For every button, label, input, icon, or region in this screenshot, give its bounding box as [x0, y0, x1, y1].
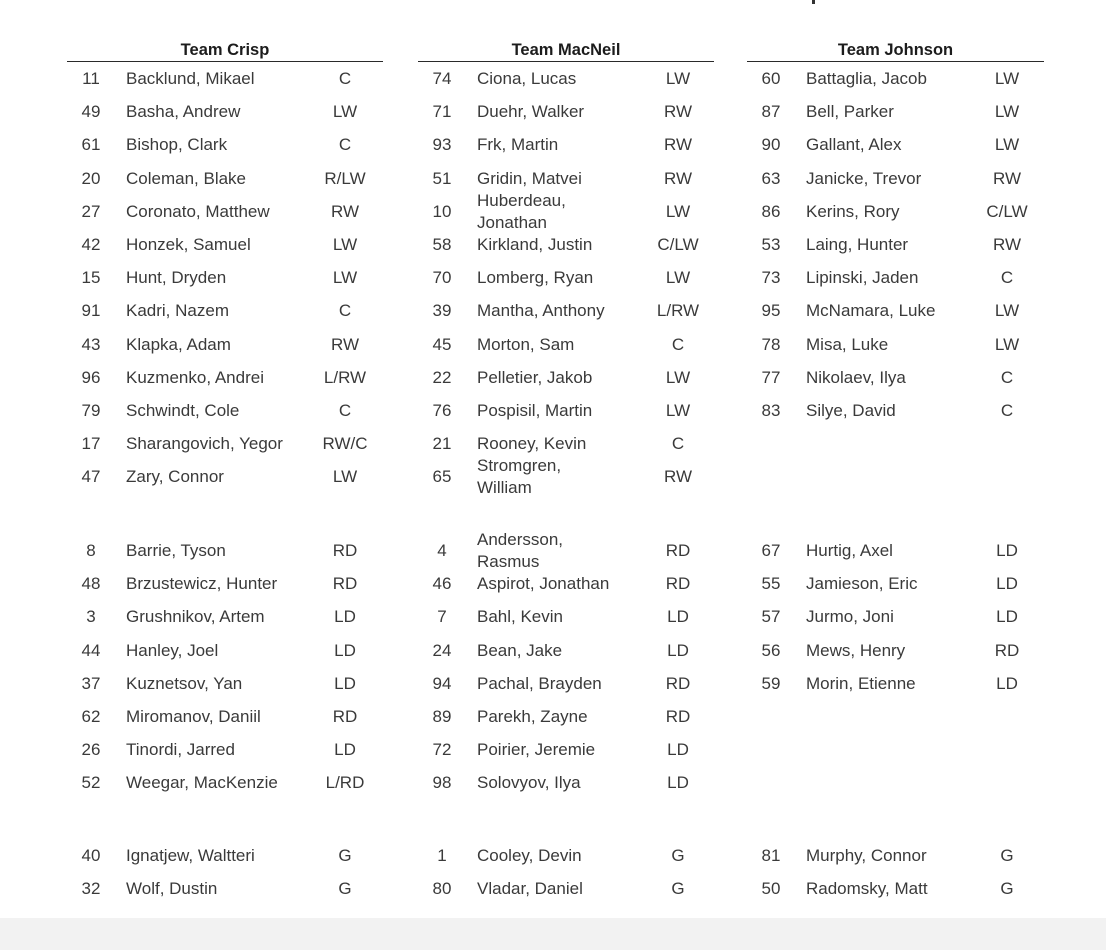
player-position: C [1000, 401, 1014, 420]
player-name: Bean, Jake [477, 640, 563, 660]
player-position: LD [334, 673, 356, 693]
team-title: Team MacNeil [418, 40, 714, 62]
player-position: LW [665, 401, 691, 420]
jersey-number: 27 [81, 201, 101, 221]
team-johnson-roster [747, 40, 1044, 899]
jersey-number: 15 [81, 268, 101, 288]
team-title: Team Crisp [67, 40, 383, 62]
player-position: LD [667, 773, 689, 793]
jersey-number: 81 [761, 846, 781, 865]
jersey-number: 71 [432, 102, 452, 122]
player-name: Murphy, Connor [806, 846, 927, 865]
jersey-number: 73 [761, 268, 781, 288]
jersey-number: 77 [761, 367, 781, 387]
player-name: Ciona, Lucas [477, 69, 577, 88]
player-position: RD [665, 574, 691, 594]
jersey-number: 46 [432, 574, 452, 594]
player-name: Bishop, Clark [126, 135, 228, 155]
jersey-number: 76 [432, 401, 452, 420]
player-position: LD [667, 740, 689, 760]
player-name: Battaglia, Jacob [806, 69, 927, 88]
jersey-number: 57 [761, 607, 781, 627]
player-name: Pachal, Brayden [477, 673, 602, 693]
jersey-number: 72 [432, 740, 452, 760]
team-title: Team Johnson [747, 40, 1044, 62]
player-position: RD [332, 707, 358, 726]
player-name: Jamieson, Eric [806, 574, 918, 594]
jersey-number: 86 [761, 201, 781, 221]
jersey-number: 24 [432, 640, 452, 660]
player-name: Klapka, Adam [126, 334, 231, 354]
top-edge-mark [812, 0, 815, 4]
player-position: LW [994, 301, 1020, 321]
player-position: LW [994, 69, 1020, 88]
player-name: Huberdeau, Jonathan [477, 190, 566, 232]
player-position: RW [992, 168, 1021, 188]
jersey-number: 61 [81, 135, 101, 155]
player-position: LD [667, 607, 689, 627]
player-name: Poirier, Jeremie [477, 740, 596, 760]
player-name: Parekh, Zayne [477, 707, 588, 726]
player-position: RW [663, 135, 692, 155]
player-name: Honzek, Samuel [126, 235, 251, 254]
player-position: RD [665, 707, 691, 726]
player-name: Sharangovich, Yegor [126, 434, 283, 454]
jersey-number: 96 [81, 367, 101, 387]
player-name: Lipinski, Jaden [806, 268, 919, 288]
jersey-number: 91 [81, 301, 101, 321]
player-position: RW [663, 467, 692, 487]
jersey-number: 3 [86, 607, 96, 627]
player-name: Kerins, Rory [806, 201, 900, 221]
jersey-number: 7 [437, 607, 447, 627]
jersey-number: 60 [761, 69, 781, 88]
player-name: Tinordi, Jarred [126, 740, 235, 760]
jersey-number: 21 [432, 434, 452, 454]
player-position: LW [994, 334, 1020, 354]
jersey-number: 53 [761, 235, 781, 254]
player-name: Cooley, Devin [477, 846, 582, 865]
jersey-number: 94 [432, 673, 452, 693]
jersey-number: 42 [81, 235, 101, 254]
player-name: Bell, Parker [806, 102, 894, 122]
player-name: Stromgren, William [477, 456, 562, 498]
jersey-number: 89 [432, 707, 452, 726]
player-name: Solovyov, Ilya [477, 773, 581, 793]
player-position: G [1000, 879, 1014, 899]
jersey-number: 43 [81, 334, 101, 354]
jersey-number: 59 [761, 673, 781, 693]
player-name: Kirkland, Justin [477, 235, 593, 254]
player-name: Miromanov, Daniil [126, 707, 261, 726]
player-name: Aspirot, Jonathan [477, 574, 610, 594]
player-name: Morton, Sam [477, 334, 575, 354]
player-position: G [338, 846, 352, 865]
player-name: Mantha, Anthony [477, 301, 605, 321]
player-position: LD [996, 607, 1018, 627]
player-position: LD [334, 640, 356, 660]
jersey-number: 80 [432, 879, 452, 899]
jersey-number: 47 [81, 467, 101, 487]
jersey-number: 40 [81, 846, 101, 865]
jersey-number: 37 [81, 673, 101, 693]
player-name: Pelletier, Jakob [477, 367, 593, 387]
player-name: Andersson, Rasmus [477, 530, 563, 571]
player-name: Gridin, Matvei [477, 168, 582, 188]
player-position: RD [332, 574, 358, 594]
jersey-number: 58 [432, 235, 452, 254]
player-position: LW [994, 102, 1020, 122]
player-position: RW/C [322, 434, 368, 454]
player-name: Duehr, Walker [477, 102, 585, 122]
player-name: Coleman, Blake [126, 168, 247, 188]
jersey-number: 62 [81, 707, 101, 726]
jersey-number: 87 [761, 102, 781, 122]
player-position: RD [665, 541, 691, 560]
jersey-number: 63 [761, 168, 781, 188]
jersey-number: 78 [761, 334, 781, 354]
jersey-number: 39 [432, 301, 452, 321]
player-position: L/RW [323, 367, 367, 387]
player-name: Coronato, Matthew [126, 201, 270, 221]
player-position: C/LW [657, 235, 699, 254]
jersey-number: 70 [432, 268, 452, 288]
bottom-strip [0, 918, 1106, 950]
player-position: G [338, 879, 352, 899]
player-name: Nikolaev, Ilya [806, 367, 906, 387]
jersey-number: 10 [432, 201, 452, 221]
player-name: Misa, Luke [806, 334, 889, 354]
player-position: LD [334, 740, 356, 760]
player-name: McNamara, Luke [806, 301, 936, 321]
player-name: Wolf, Dustin [126, 879, 218, 899]
player-name: Zary, Connor [126, 467, 224, 487]
player-name: Mews, Henry [806, 640, 906, 660]
player-position: LW [332, 467, 358, 487]
player-position: G [671, 846, 685, 865]
team-macneil-roster [418, 40, 714, 899]
jersey-number: 95 [761, 301, 781, 321]
player-position: LW [665, 69, 691, 88]
player-position: R/LW [324, 168, 366, 188]
player-position: LW [665, 201, 691, 221]
jersey-number: 11 [82, 69, 100, 88]
player-name: Kuznetsov, Yan [126, 673, 243, 693]
player-position: L/RW [656, 301, 700, 321]
jersey-number: 17 [81, 434, 101, 454]
player-position: LW [332, 268, 358, 288]
jersey-number: 32 [81, 879, 101, 899]
player-position: C [1000, 268, 1014, 288]
player-position: LD [667, 640, 689, 660]
jersey-number: 22 [432, 367, 452, 387]
player-position: C [1000, 367, 1014, 387]
jersey-number: 65 [432, 467, 452, 487]
player-position: G [671, 879, 685, 899]
player-position: LW [665, 367, 691, 387]
jersey-number: 49 [81, 102, 101, 122]
player-position: LD [996, 673, 1018, 693]
jersey-number: 50 [761, 879, 781, 899]
player-position: C [671, 434, 685, 454]
jersey-number: 93 [432, 135, 452, 155]
jersey-number: 79 [81, 401, 101, 420]
player-name: Laing, Hunter [806, 235, 909, 254]
jersey-number: 90 [761, 135, 781, 155]
player-name: Weegar, MacKenzie [126, 773, 278, 793]
jersey-number: 83 [761, 401, 781, 420]
player-position: RD [665, 673, 691, 693]
jersey-number: 55 [761, 574, 781, 594]
player-name: Vladar, Daniel [477, 879, 583, 899]
player-name: Morin, Etienne [806, 673, 916, 693]
player-position: RW [663, 168, 692, 188]
jersey-number: 74 [432, 69, 452, 88]
player-position: RW [330, 201, 359, 221]
player-position: G [1000, 846, 1014, 865]
player-position: LW [994, 135, 1020, 155]
jersey-number: 48 [81, 574, 101, 594]
player-name: Grushnikov, Artem [126, 607, 265, 627]
player-name: Lomberg, Ryan [477, 268, 594, 288]
jersey-number: 51 [432, 168, 452, 188]
player-name: Backlund, Mikael [126, 69, 255, 88]
player-position: RD [332, 541, 358, 560]
player-position: LD [334, 607, 356, 627]
player-name: Frk, Martin [477, 135, 559, 155]
player-position: LD [996, 541, 1018, 560]
player-name: Schwindt, Cole [126, 401, 240, 420]
jersey-number: 56 [761, 640, 781, 660]
player-name: Hunt, Dryden [126, 268, 227, 288]
jersey-number: 52 [81, 773, 101, 793]
player-name: Kadri, Nazem [126, 301, 229, 321]
player-name: Basha, Andrew [126, 102, 241, 122]
player-position: C [338, 401, 352, 420]
player-name: Kuzmenko, Andrei [126, 367, 264, 387]
player-position: LW [332, 235, 358, 254]
player-position: RD [994, 640, 1020, 660]
player-name: Radomsky, Matt [806, 879, 928, 899]
player-position: RW [992, 235, 1021, 254]
player-position: C/LW [986, 201, 1028, 221]
team-crisp-roster [67, 40, 383, 899]
player-position: RW [330, 334, 359, 354]
player-name: Ignatjew, Waltteri [126, 846, 255, 865]
player-position: L/RD [325, 773, 365, 793]
player-name: Barrie, Tyson [126, 541, 226, 560]
jersey-number: 67 [761, 541, 781, 560]
player-position: C [338, 301, 352, 321]
player-position: LW [332, 102, 358, 122]
player-name: Janicke, Trevor [806, 168, 922, 188]
player-name: Bahl, Kevin [477, 607, 563, 627]
player-name: Jurmo, Joni [806, 607, 894, 627]
player-position: C [671, 334, 685, 354]
player-name: Silye, David [806, 401, 896, 420]
jersey-number: 44 [81, 640, 101, 660]
player-name: Gallant, Alex [806, 135, 902, 155]
player-name: Hanley, Joel [126, 640, 219, 660]
player-name: Rooney, Kevin [477, 434, 587, 454]
jersey-number: 1 [437, 846, 447, 865]
player-position: RW [663, 102, 692, 122]
jersey-number: 98 [432, 773, 452, 793]
player-name: Brzustewicz, Hunter [126, 574, 278, 594]
player-position: LW [665, 268, 691, 288]
player-name: Hurtig, Axel [806, 541, 893, 560]
player-position: C [338, 69, 352, 88]
jersey-number: 8 [86, 541, 96, 560]
jersey-number: 20 [81, 168, 101, 188]
player-position: C [338, 135, 352, 155]
jersey-number: 26 [81, 740, 101, 760]
player-name: Pospisil, Martin [477, 401, 593, 420]
jersey-number: 4 [437, 541, 447, 560]
jersey-number: 45 [432, 334, 452, 354]
player-position: LD [996, 574, 1018, 594]
